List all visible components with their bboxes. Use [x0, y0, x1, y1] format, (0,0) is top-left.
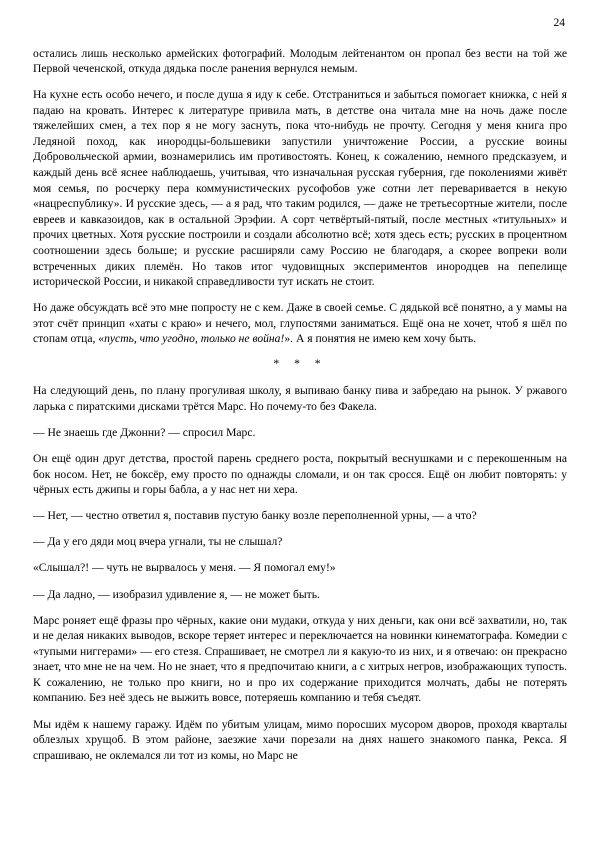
- paragraph-dialogue-moped: — Да у его дяди моц вчера угнали, ты не слышал?: [33, 535, 283, 549]
- scene-separator: * * *: [273, 357, 327, 371]
- paragraph-next-day: На следующий день, по плану прогуливая школу, я выпиваю банку пива и забредаю на рынок. У ржавого ларька с пиратскими дисками трётся Марс. Но почему-то без Факела.: [33, 384, 567, 413]
- paragraph-dialogue-johnny: — Не знаешь где Джонни? — спросил Марс.: [33, 425, 256, 439]
- paragraph-family-talk: Но даже обсуждать всё это мне попросту не с кем. Даже в своей семье. С дядькой всё понятно, а у мамы на этот счёт принцип «хаты с краю» и нечего, мол, глупостями заниматься. Ещё она не хочет, чтоб я шёл по стопам отца, «пусть, что угодно, только не война!». А я понятия не имею кем хочу быть.: [33, 301, 567, 346]
- paragraph-kitchen: На кухне есть особо нечего, и после душа я иду к себе. Отстраниться и забыться помогает книжка, с ней я падаю на кровать. Интерес к литературе привила мать, в детстве она читала мне на ночь даже после тяжелейших смен, а тех пор я не могу заснуть, пока что-нибудь не прочту. Сегодня у меня книга про Ледяной поход, как инородцы-большевики запустили уничтожение России, а русские воины Добровольческой армии, вознамерились им противостоять. Конец, к сожалению, немного предсказуем, и каждый день всё яснее наблюдаешь, учитывая, что изначальная русская губерния, где поколениями живёт моя семья, по росчерку пера коммунистических русофобов уже сотни лет переваривается в некую «нацреспублику». И русские здесь, — а я рад, что таким родился, — даже не третьесортные жители, после евреев и кавказоидов, как в остальной Эрэфии. А сорт четвёртый-пятый, после местных «титульных» и прочих цветных. Хотя русские построили и создали абсолютно всё; хотя здесь есть; русских в процентном соотношении здесь больше; и русские расширяли саму Россию не благодаря, а скорее вопреки воли встреченных диких племён. Но таков итог чудовищных экспериментов инородцев на пепелище исторической России, и никакой справедливости тут искать не стоит.: [33, 88, 567, 289]
- page-number: 24: [553, 17, 565, 29]
- paragraph-garage-walk: Мы идём к нашему гаражу. Идём по убитым улицам, мимо поросших мусором дворов, проходя кварталы облезлых хрущоб. В этом районе, заезжие хачи порезали на днях нашего знакомого панка, Рекса. Я спрашиваю, не оклемался ли тот из комы, но Марс не: [33, 717, 567, 762]
- paragraph-army-photos: остались лишь несколько армейских фотографий. Молодым лейтенантом он пропал без вести на той же Первой чеченской, откуда дядька после ранения вернулся немым.: [33, 46, 567, 76]
- paragraph-childhood-friend: Он ещё один друг детства, простой парень среднего роста, покрытый веснушками и с перекошенным на бок носом. Нет, не боксёр, ему просто по однажды сломали, и он так сросся. Ещё он любит повторять: у чёрных есть джипы и горы бабла, а у нас нет ни хера.: [33, 452, 567, 497]
- paragraph-mars-phrases: Марс роняет ещё фразы про чёрных, какие они мудаки, откуда у них деньги, как они всё захватили, но, так и не делая никаких выводов, вскоре теряет интерес и переключается на новинки кинематографа. Комедии с «тупыми ниггерами» — его стезя. Спрашивает, не смотрел ли я какую-то из них, и я отвечаю: он прекрасно знает, что мне не на чем. Но не знает, что я предпочитаю книги, а с хитрых негров, изображающих тупость. К сожалению, не только про книги, но и про их содержание приходится молчать, дабы не потерять компанию. Без неё здесь не выжить вовсе, потеряешь компанию и тебя съедят.: [33, 613, 567, 705]
- paragraph-dialogue-reply: — Нет, — честно ответил я, поставив пустую банку возле переполненной урны, — а что?: [33, 509, 477, 523]
- paragraph-dialogue-surprise: — Да ладно, — изобразил удивление я, — не может быть.: [33, 587, 320, 601]
- paragraph-dialogue-heard: «Слышал?! — чуть не вырвалось у меня. — Я помогал ему!»: [33, 561, 336, 575]
